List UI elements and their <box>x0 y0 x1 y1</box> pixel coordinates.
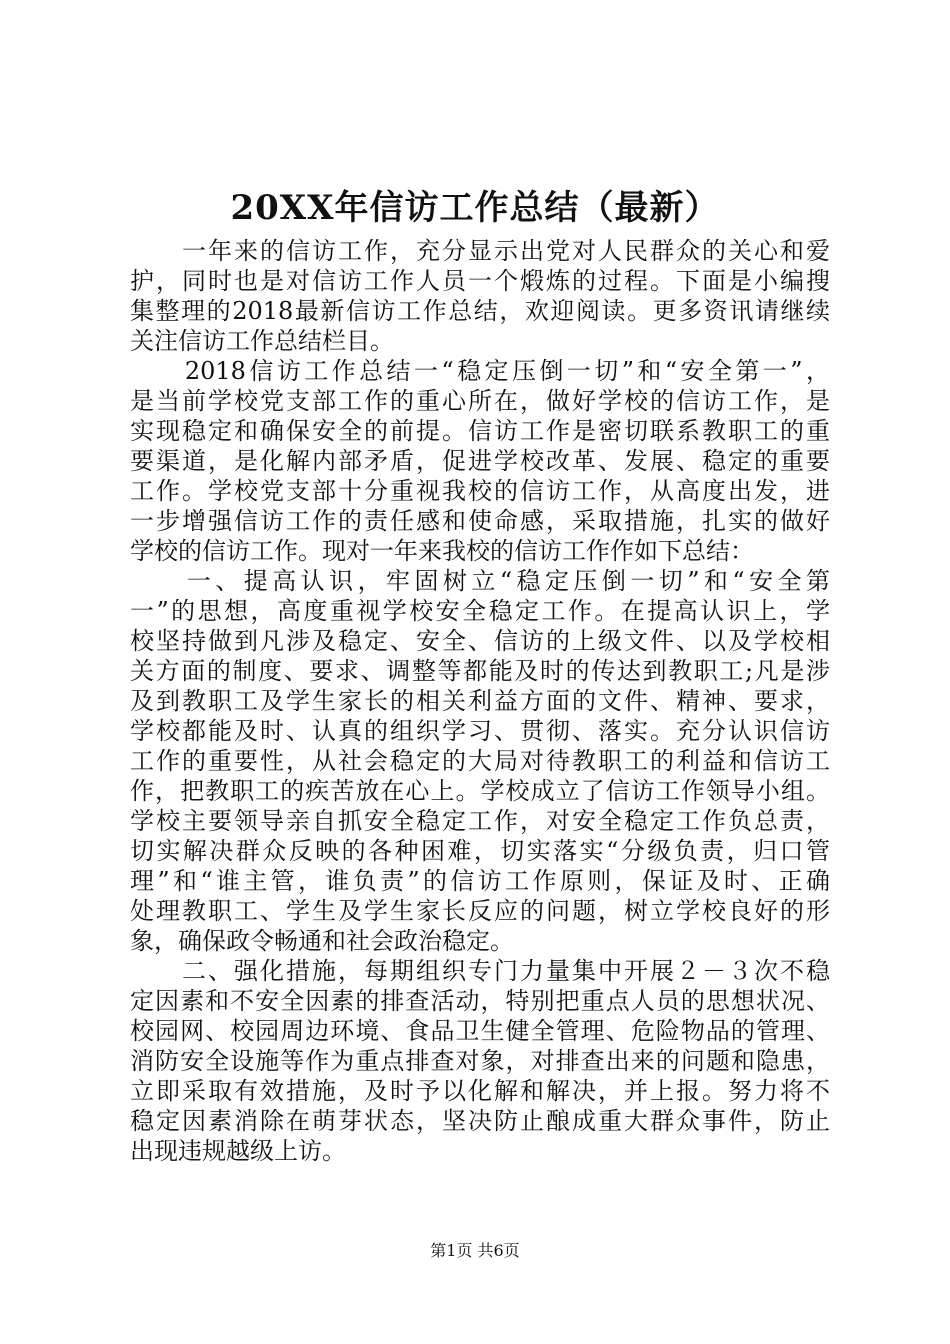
text-line: 学校都能及时、认真的组织学习、贯彻、落实。充分认识信访 <box>130 717 830 745</box>
text-line: 出现违规越级上访。 <box>130 1137 346 1165</box>
text-line: 作，把教职工的疾苦放在心上。学校成立了信访工作领导小组。 <box>130 777 830 805</box>
text-line: 稳定因素消除在萌芽状态，坚决防止酿成重大群众事件，防止 <box>130 1107 830 1135</box>
text-line: 学校的信访工作。现对一年来我校的信访工作作如下总结： <box>130 537 754 565</box>
text-line: 关注信访工作总结栏目。 <box>130 327 394 355</box>
text-line: 立即采取有效措施，及时予以化解和解决，并上报。努力将不 <box>130 1077 830 1105</box>
text-line: 集整理的2018最新信访工作总结，欢迎阅读。更多资讯请继续 <box>130 297 830 325</box>
text-line: 是当前学校党支部工作的重心所在，做好学校的信访工作，是 <box>130 387 830 415</box>
document-title: 20XX年信访工作总结（最新） <box>230 188 720 228</box>
text-line: 处理教职工、学生及学生家长反应的问题，树立学校良好的形 <box>130 897 830 925</box>
text-line: 实现稳定和确保安全的前提。信访工作是密切联系教职工的重 <box>130 417 830 445</box>
text-line: 消防安全设施等作为重点排查对象，对排查出来的问题和隐患， <box>130 1047 830 1075</box>
text-line: 工作的重要性，从社会稳定的大局对待教职工的利益和信访工 <box>130 747 830 775</box>
text-line: 2018信访工作总结一“稳定压倒一切”和“安全第一”， <box>130 357 830 385</box>
text-line: 一年来的信访工作，充分显示出党对人民群众的关心和爱 <box>130 237 830 265</box>
text-line: 切实解决群众反映的各种困难，切实落实“分级负责，归口管 <box>130 837 830 865</box>
text-line: 要渠道，是化解内部矛盾，促进学校改革、发展、稳定的重要 <box>130 447 830 475</box>
text-line: 定因素和不安全因素的排查活动，特别把重点人员的思想状况、 <box>130 987 830 1015</box>
text-line: 校坚持做到凡涉及稳定、安全、信访的上级文件、以及学校相 <box>130 627 830 655</box>
text-line: 一”的思想，高度重视学校安全稳定工作。在提高认识上，学 <box>130 597 830 625</box>
text-line: 学校主要领导亲自抓安全稳定工作，对安全稳定工作负总责， <box>130 807 830 835</box>
text-line: 校园网、校园周边环境、食品卫生健全管理、危险物品的管理、 <box>130 1017 830 1045</box>
text-line: 二、强化措施，每期组织专门力量集中开展２－３次不稳 <box>130 957 830 985</box>
text-line: 工作。学校党支部十分重视我校的信访工作，从高度出发，进 <box>130 477 830 505</box>
text-line: 关方面的制度、要求、调整等都能及时的传达到教职工;凡是涉 <box>130 657 830 685</box>
document-body <box>130 236 830 1166</box>
text-line: 理”和“谁主管，谁负责”的信访工作原则，保证及时、正确 <box>130 867 830 895</box>
page-footer: 第1页 共6页 <box>430 1241 520 1260</box>
text-line: 一、提高认识，牢固树立“稳定压倒一切”和“安全第 <box>130 567 830 595</box>
text-line: 象，确保政令畅通和社会政治稳定。 <box>130 927 514 955</box>
text-line: 一步增强信访工作的责任感和使命感，采取措施，扎实的做好 <box>130 507 830 535</box>
text-line: 及到教职工及学生家长的相关利益方面的文件、精神、要求， <box>130 687 830 715</box>
text-line: 护，同时也是对信访工作人员一个煅炼的过程。下面是小编搜 <box>130 267 830 295</box>
